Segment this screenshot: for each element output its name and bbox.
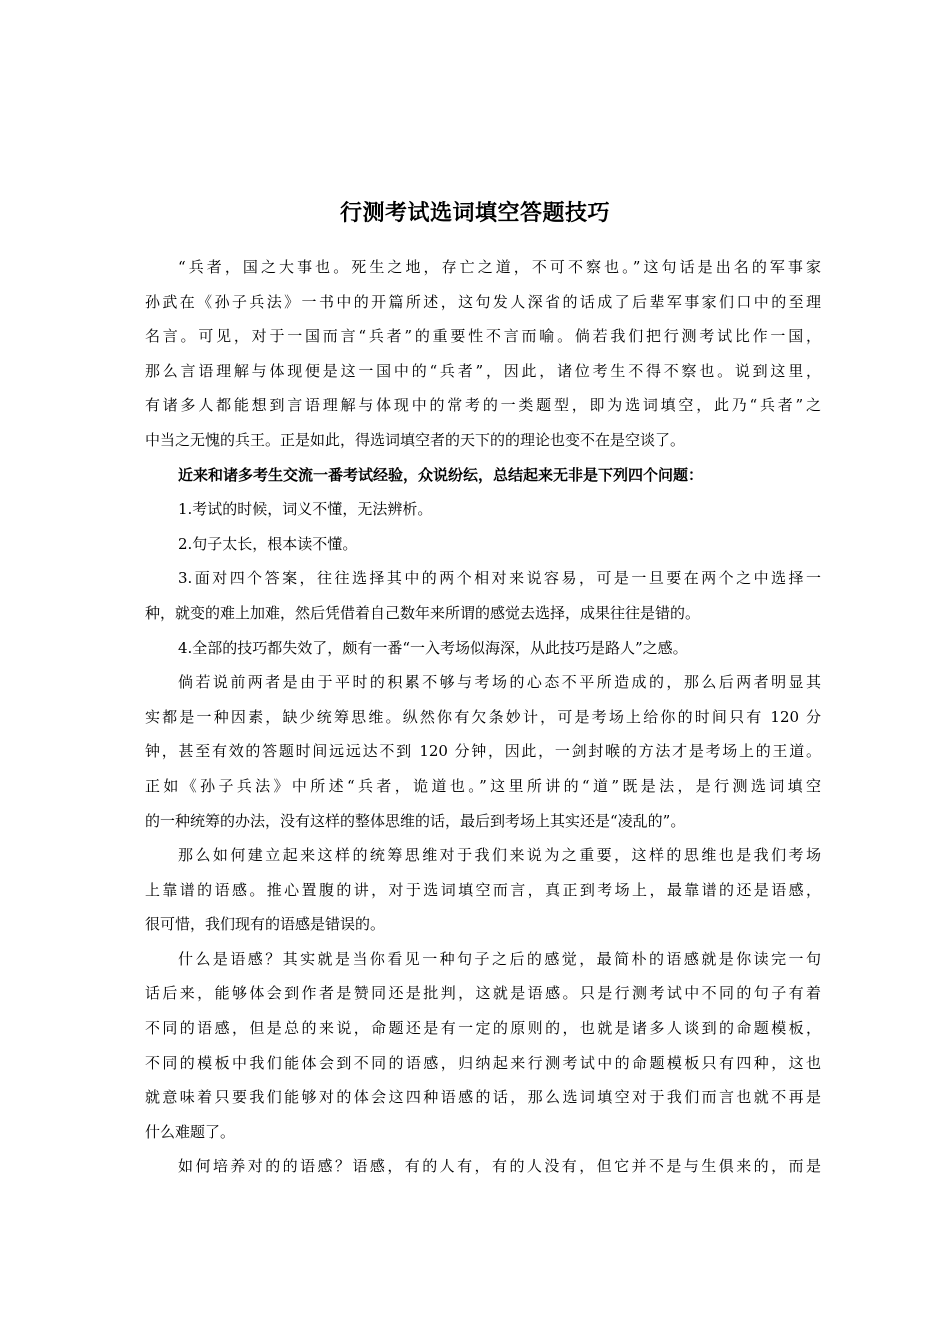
text-line: 那么如何建立起来这样的统筹思维对于我们来说为之重要，这样的思维也是我们考场: [178, 846, 821, 865]
text-line: 如何培养对的的语感？语感，有的人有，有的人没有，但它并不是与生俱来的，而是: [178, 1157, 821, 1176]
list-item: 2.句子太长，根本读不懂。: [178, 534, 358, 553]
text-line: 的一种统筹的办法，没有这样的整体思维的话，最后到考场上其实还是“凌乱的”。: [145, 811, 686, 830]
text-line: “兵者，国之大事也。死生之地，存亡之道，不可不察也。”这句话是出名的军事家: [178, 258, 821, 276]
list-item: 3.面对四个答案，往往选择其中的两个相对来说容易，可是一旦要在两个之中选择一: [178, 569, 821, 588]
text-line: 孙武在《孙子兵法》一书中的开篇所述，这句发人深省的话成了后辈军事家们口中的至理: [145, 292, 821, 311]
text-line: 很可惜，我们现有的语感是错误的。: [145, 915, 386, 934]
text-line: 不同的语感，但是总的来说，命题还是有一定的原则的，也就是诸多人谈到的命题模板，: [145, 1019, 821, 1038]
document-title: 行测考试选词填空答题技巧: [339, 200, 610, 226]
text-line: 话后来，能够体会到作者是赞同还是批判，这就是语感。只是行测考试中不同的句子有着: [145, 984, 821, 1003]
text-line: 上靠谱的语感。推心置腹的讲，对于选词填空而言，真正到考场上，最靠谱的还是语感，: [145, 880, 821, 899]
text-line: 正如《孙子兵法》中所述“兵者，诡道也。”这里所讲的“道”既是法，是行测选词填空: [145, 776, 821, 795]
list-item: 1.考试的时候，词义不懂，无法辨析。: [178, 500, 433, 519]
text-line: 什么难题了。: [145, 1122, 236, 1141]
text-line: 名言。可见，对于一国而言“兵者”的重要性不言而喻。倘若我们把行测考试比作一国，: [145, 327, 821, 346]
text-line: 不同的模板中我们能体会到不同的语感，归纳起来行测考试中的命题模板只有四种，这也: [145, 1053, 821, 1072]
document-body: [145, 250, 821, 1184]
text-line: 什么是语感？其实就是当你看见一种句子之后的感觉，最简朴的语感就是你读完一句: [178, 949, 821, 968]
text-line: 就意味着只要我们能够对的体会这四种语感的话，那么选词填空对于我们而言也就不再是: [145, 1088, 821, 1107]
bold-text-line: 近来和诸多考生交流一番考试经验，众说纷纭，总结起来无非是下列四个问题：: [178, 465, 704, 484]
text-line: 那么言语理解与体现便是这一国中的“兵者”，因此，诸位考生不得不察也。说到这里，: [145, 361, 821, 380]
list-item: 4.全部的技巧都失效了，颇有一番“一入考场似海深，从此技巧是路人”之感。: [178, 638, 688, 657]
text-line: 实都是一种因素，缺少统筹思维。纵然你有欠条妙计，可是考场上给你的时间只有 120 分: [145, 707, 821, 726]
text-line: 中当之无愧的兵王。正是如此，得选词填空者的天下的的理论也变不在是空谈了。: [145, 430, 686, 449]
text-line: 倘若说前两者是由于平时的积累不够与考场的心态不平所造成的，那么后两者明显其: [178, 673, 821, 692]
text-line: 种，就变的难上加难，然后凭借着自己数年来所谓的感觉去选择，成果往往是错的。: [145, 603, 701, 622]
text-line: 钟，甚至有效的答题时间远远达不到 120 分钟，因此，一剑封喉的方法才是考场上的王道。: [145, 742, 821, 761]
text-line: 有诸多人都能想到言语理解与体现中的常考的一类题型，即为选词填空，此乃“兵者”之: [145, 396, 821, 415]
